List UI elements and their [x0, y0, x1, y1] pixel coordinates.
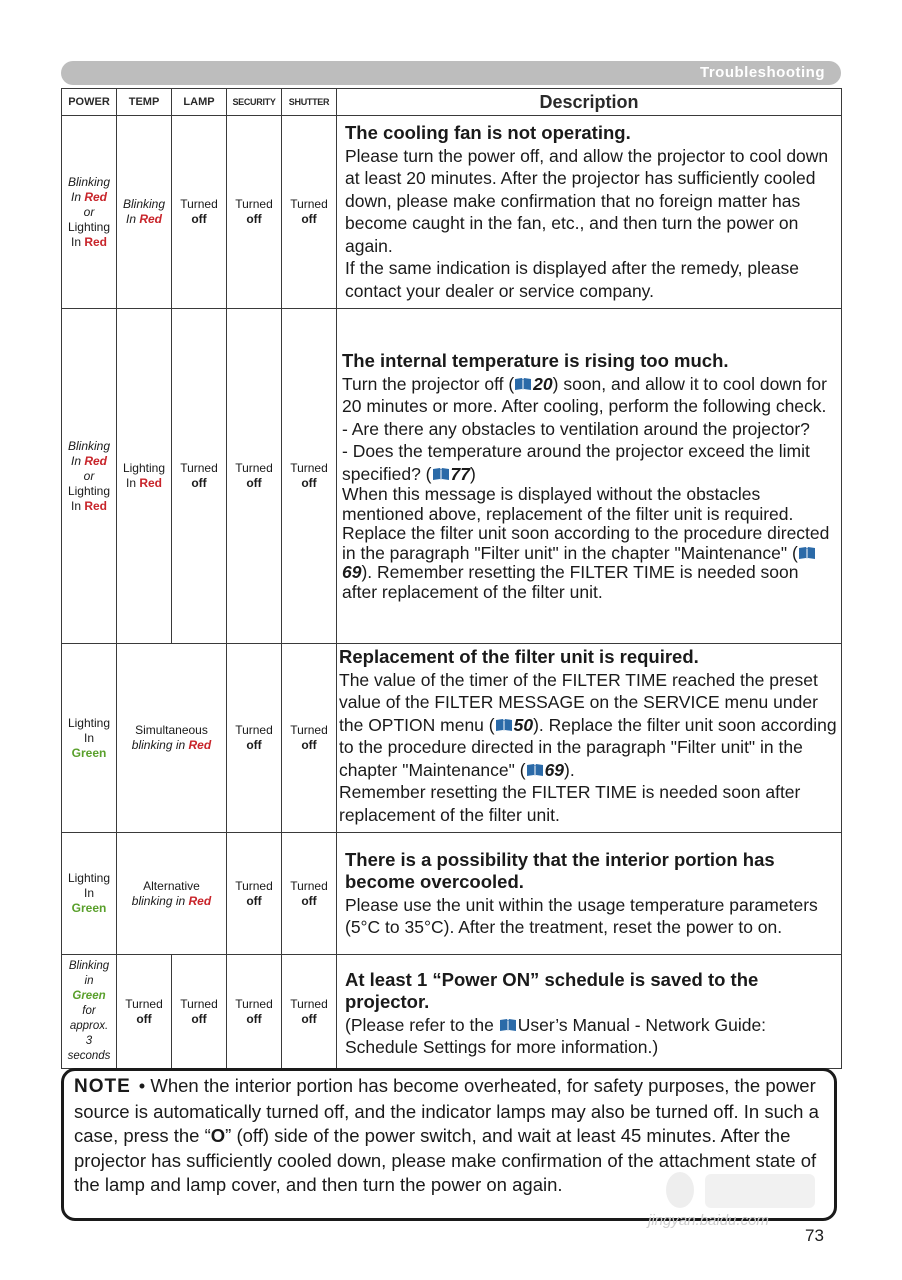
ind-color: Red [188, 738, 212, 752]
ind-text: Turned [290, 723, 328, 737]
temp-indicator [117, 116, 172, 309]
ind-text: approx. [69, 1020, 109, 1032]
ind-text: In [125, 212, 136, 226]
header-description: Description [337, 89, 842, 116]
ind-color: Red [139, 212, 163, 226]
description-cell [337, 116, 842, 309]
ind-text: Alternative [143, 878, 200, 893]
table-header-row [62, 89, 842, 116]
page-reference[interactable]: 69 [544, 759, 565, 780]
ind-text: or [83, 204, 95, 219]
description-text: Remember resetting the FILTER TIME is needed soon after replacement of the filter unit. [339, 782, 801, 825]
ind-text: Turned [235, 723, 273, 737]
ind-text: In [70, 234, 81, 249]
table-row [62, 644, 842, 833]
ind-color: Green [71, 901, 107, 915]
ind-text: Turned [290, 461, 328, 475]
troubleshooting-table [61, 88, 842, 1069]
book-icon [526, 763, 544, 777]
shutter-indicator [282, 955, 337, 1069]
ind-text: blinking in [131, 738, 186, 752]
temp-indicator [117, 955, 172, 1069]
ind-text: blinking in [131, 893, 186, 908]
book-icon [798, 546, 816, 560]
ind-text: Turned [290, 878, 328, 893]
ind-color: Green [71, 745, 107, 760]
temp-lamp-indicator [117, 833, 227, 955]
book-icon [495, 718, 513, 732]
lamp-indicator [172, 309, 227, 644]
ind-color: Red [84, 453, 108, 468]
description-text [342, 440, 835, 485]
description-text [342, 485, 835, 602]
text-part: The value of the timer of the FILTER TIME reached the preset value of the FILTER MESSAGE on the SERVICE menu under the OPTION menu ( [339, 669, 818, 735]
ind-text: Turned [235, 996, 273, 1011]
description-text: Please use the unit within the usage temperature parameters (5°C to 35°C). After the treatment, reset the power to on. [345, 894, 818, 937]
ind-text: Blinking [68, 960, 110, 972]
text-part: User’s Manual - Network Guide: Schedule Settings for more information.) [345, 1014, 767, 1057]
security-indicator [227, 116, 282, 309]
ind-text: In [83, 886, 94, 900]
ind-text: off [246, 893, 262, 908]
text-part: ). [564, 759, 575, 780]
table-row [62, 309, 842, 644]
description-title: Replacement of the filter unit is required. [339, 646, 699, 667]
ind-color: Red [84, 234, 108, 249]
description-title: The cooling fan is not operating. [345, 122, 631, 143]
table-row [62, 833, 842, 955]
ind-text: off [246, 212, 262, 226]
ind-color: Red [139, 476, 163, 490]
ind-text: off [301, 212, 317, 226]
description-text: - Are there any obstacles to ventilation around the projector? [342, 418, 810, 439]
ind-text: off [246, 1011, 262, 1026]
description-cell [337, 309, 842, 644]
description-text: If the same indication is displayed after the remedy, please contact your dealer or service company. [345, 258, 799, 301]
header-lamp: LAMP [172, 89, 227, 116]
ind-text: in [84, 975, 94, 987]
lamp-indicator [172, 116, 227, 309]
section-title: Troubleshooting [700, 64, 825, 81]
shutter-indicator [282, 833, 337, 955]
shutter-indicator [282, 116, 337, 309]
security-indicator [227, 644, 282, 833]
note-label: NOTE [74, 1076, 131, 1097]
description-cell [337, 644, 842, 833]
ind-text: In [70, 189, 81, 204]
shutter-indicator [282, 644, 337, 833]
ind-text: Blinking [67, 438, 111, 453]
ind-text: off [301, 476, 317, 490]
security-indicator [227, 833, 282, 955]
lamp-indicator [172, 955, 227, 1069]
shutter-indicator [282, 309, 337, 644]
power-indicator [62, 833, 117, 955]
ind-text: Turned [235, 461, 273, 475]
ind-text: off [191, 476, 207, 490]
ind-text: Turned [290, 197, 328, 211]
page-reference[interactable]: 50 [513, 714, 534, 735]
description-text [345, 1014, 835, 1059]
header-temp: TEMP [117, 89, 172, 116]
ind-text: Turned [125, 996, 163, 1011]
ind-text: Lighting [67, 871, 111, 885]
ind-text: Lighting [67, 483, 111, 498]
header-security: SECURITY [227, 89, 282, 116]
text-part: ). Remember resetting the FILTER TIME is needed soon after replacement of the filter unit. [342, 562, 799, 602]
ind-text: Blinking [67, 174, 111, 189]
page-reference[interactable]: 20 [533, 373, 553, 394]
ind-text: seconds [67, 1050, 111, 1062]
ind-text: Turned [180, 197, 218, 211]
book-icon [499, 1018, 517, 1032]
power-indicator [62, 644, 117, 833]
description-text [342, 373, 835, 418]
header-bar [61, 61, 841, 85]
description-title: There is a possibility that the interior portion has become overcooled. [345, 848, 775, 892]
off-symbol: O [210, 1125, 226, 1146]
ind-color: Red [84, 189, 108, 204]
ind-text: Turned [290, 996, 328, 1011]
description-title: At least 1 “Power ON” schedule is saved to the projector. [345, 968, 759, 1012]
ind-text: off [246, 738, 262, 752]
ind-text: off [301, 1011, 317, 1026]
ind-text: Turned [180, 461, 218, 475]
header-power: POWER [62, 89, 117, 116]
text-part: Turn the projector off ( [342, 373, 515, 394]
ind-text: for [82, 1005, 96, 1017]
description-text: Please turn the power off, and allow the projector to cool down at least 20 minutes. After the projector has sufficiently cooled down, please make confirmation that no foreign matter has become caught in the fan, etc., and then turn the power on again. [345, 145, 829, 256]
text-part: - Does the temperature around the projector exceed the limit specified? ( [342, 441, 810, 484]
ind-text: 3 [85, 1035, 93, 1047]
power-indicator [62, 309, 117, 644]
text-part: ). Replace the filter unit soon according to the procedure directed in the paragraph "Filter unit" in the chapter "Maintenance" ( [339, 714, 837, 780]
ind-color: Red [84, 498, 108, 513]
page-number: 73 [805, 1226, 824, 1245]
ind-text: In [70, 498, 81, 513]
ind-text: off [191, 212, 207, 226]
power-indicator [62, 955, 117, 1069]
ind-text: Lighting [122, 461, 166, 475]
ind-text: off [191, 1011, 207, 1026]
ind-text: Turned [180, 996, 218, 1011]
ind-text: Blinking [122, 197, 166, 211]
ind-text: Lighting [67, 219, 111, 234]
temp-lamp-indicator [117, 644, 227, 833]
ind-text: off [136, 1011, 152, 1026]
ind-text: Turned [235, 878, 273, 893]
description-title: The internal temperature is rising too much. [342, 350, 729, 371]
security-indicator [227, 955, 282, 1069]
note-text: • When the interior portion has become overheated, for safety purposes, the power source is automatically turned off, and the indicator lamps may also be turned off. In such a case, press the “ [74, 1075, 819, 1146]
temp-indicator [117, 309, 172, 644]
ind-text: Simultaneous [135, 723, 208, 737]
text-part: ) [469, 463, 476, 484]
text-part: (Please refer to the [345, 1014, 499, 1035]
book-icon [432, 467, 450, 481]
page-reference[interactable]: 77 [450, 463, 470, 484]
description-cell [337, 833, 842, 955]
power-indicator [62, 116, 117, 309]
page-reference[interactable]: 69 [342, 562, 362, 582]
description-cell [337, 955, 842, 1069]
ind-text: Turned [235, 197, 273, 211]
ind-text: In [70, 453, 81, 468]
ind-text: off [301, 738, 317, 752]
watermark-text: jingyan.baidu.com [648, 1212, 769, 1229]
table-row [62, 116, 842, 309]
security-indicator [227, 309, 282, 644]
header-shutter: SHUTTER [282, 89, 337, 116]
text-part: ) soon, and allow it to cool down for 20 minutes or more. After cooling, perform the following check. [342, 373, 827, 416]
ind-text: off [301, 893, 317, 908]
ind-text: off [246, 476, 262, 490]
ind-text: In [83, 730, 94, 745]
book-icon [514, 377, 532, 391]
ind-text: Lighting [67, 715, 111, 730]
ind-text: or [83, 468, 95, 483]
note-text: ” (off) side of the power switch, and wait at least 45 minutes. After the projector has sufficiently cooled down, please make confirmation of the attachment state of the lamp and lamp cover, and then turn the power on again. [74, 1125, 817, 1195]
text-part: When this message is displayed without the obstacles mentioned above, replacement of the filter unit is required. Replace the filter unit soon according to the procedure directed in the paragraph "Filter unit" in the chapter "Maintenance" ( [342, 484, 830, 563]
ind-color: Red [188, 893, 212, 908]
ind-text: In [125, 476, 136, 490]
ind-color: Green [72, 990, 106, 1002]
table-row [62, 955, 842, 1069]
description-text [339, 669, 839, 782]
